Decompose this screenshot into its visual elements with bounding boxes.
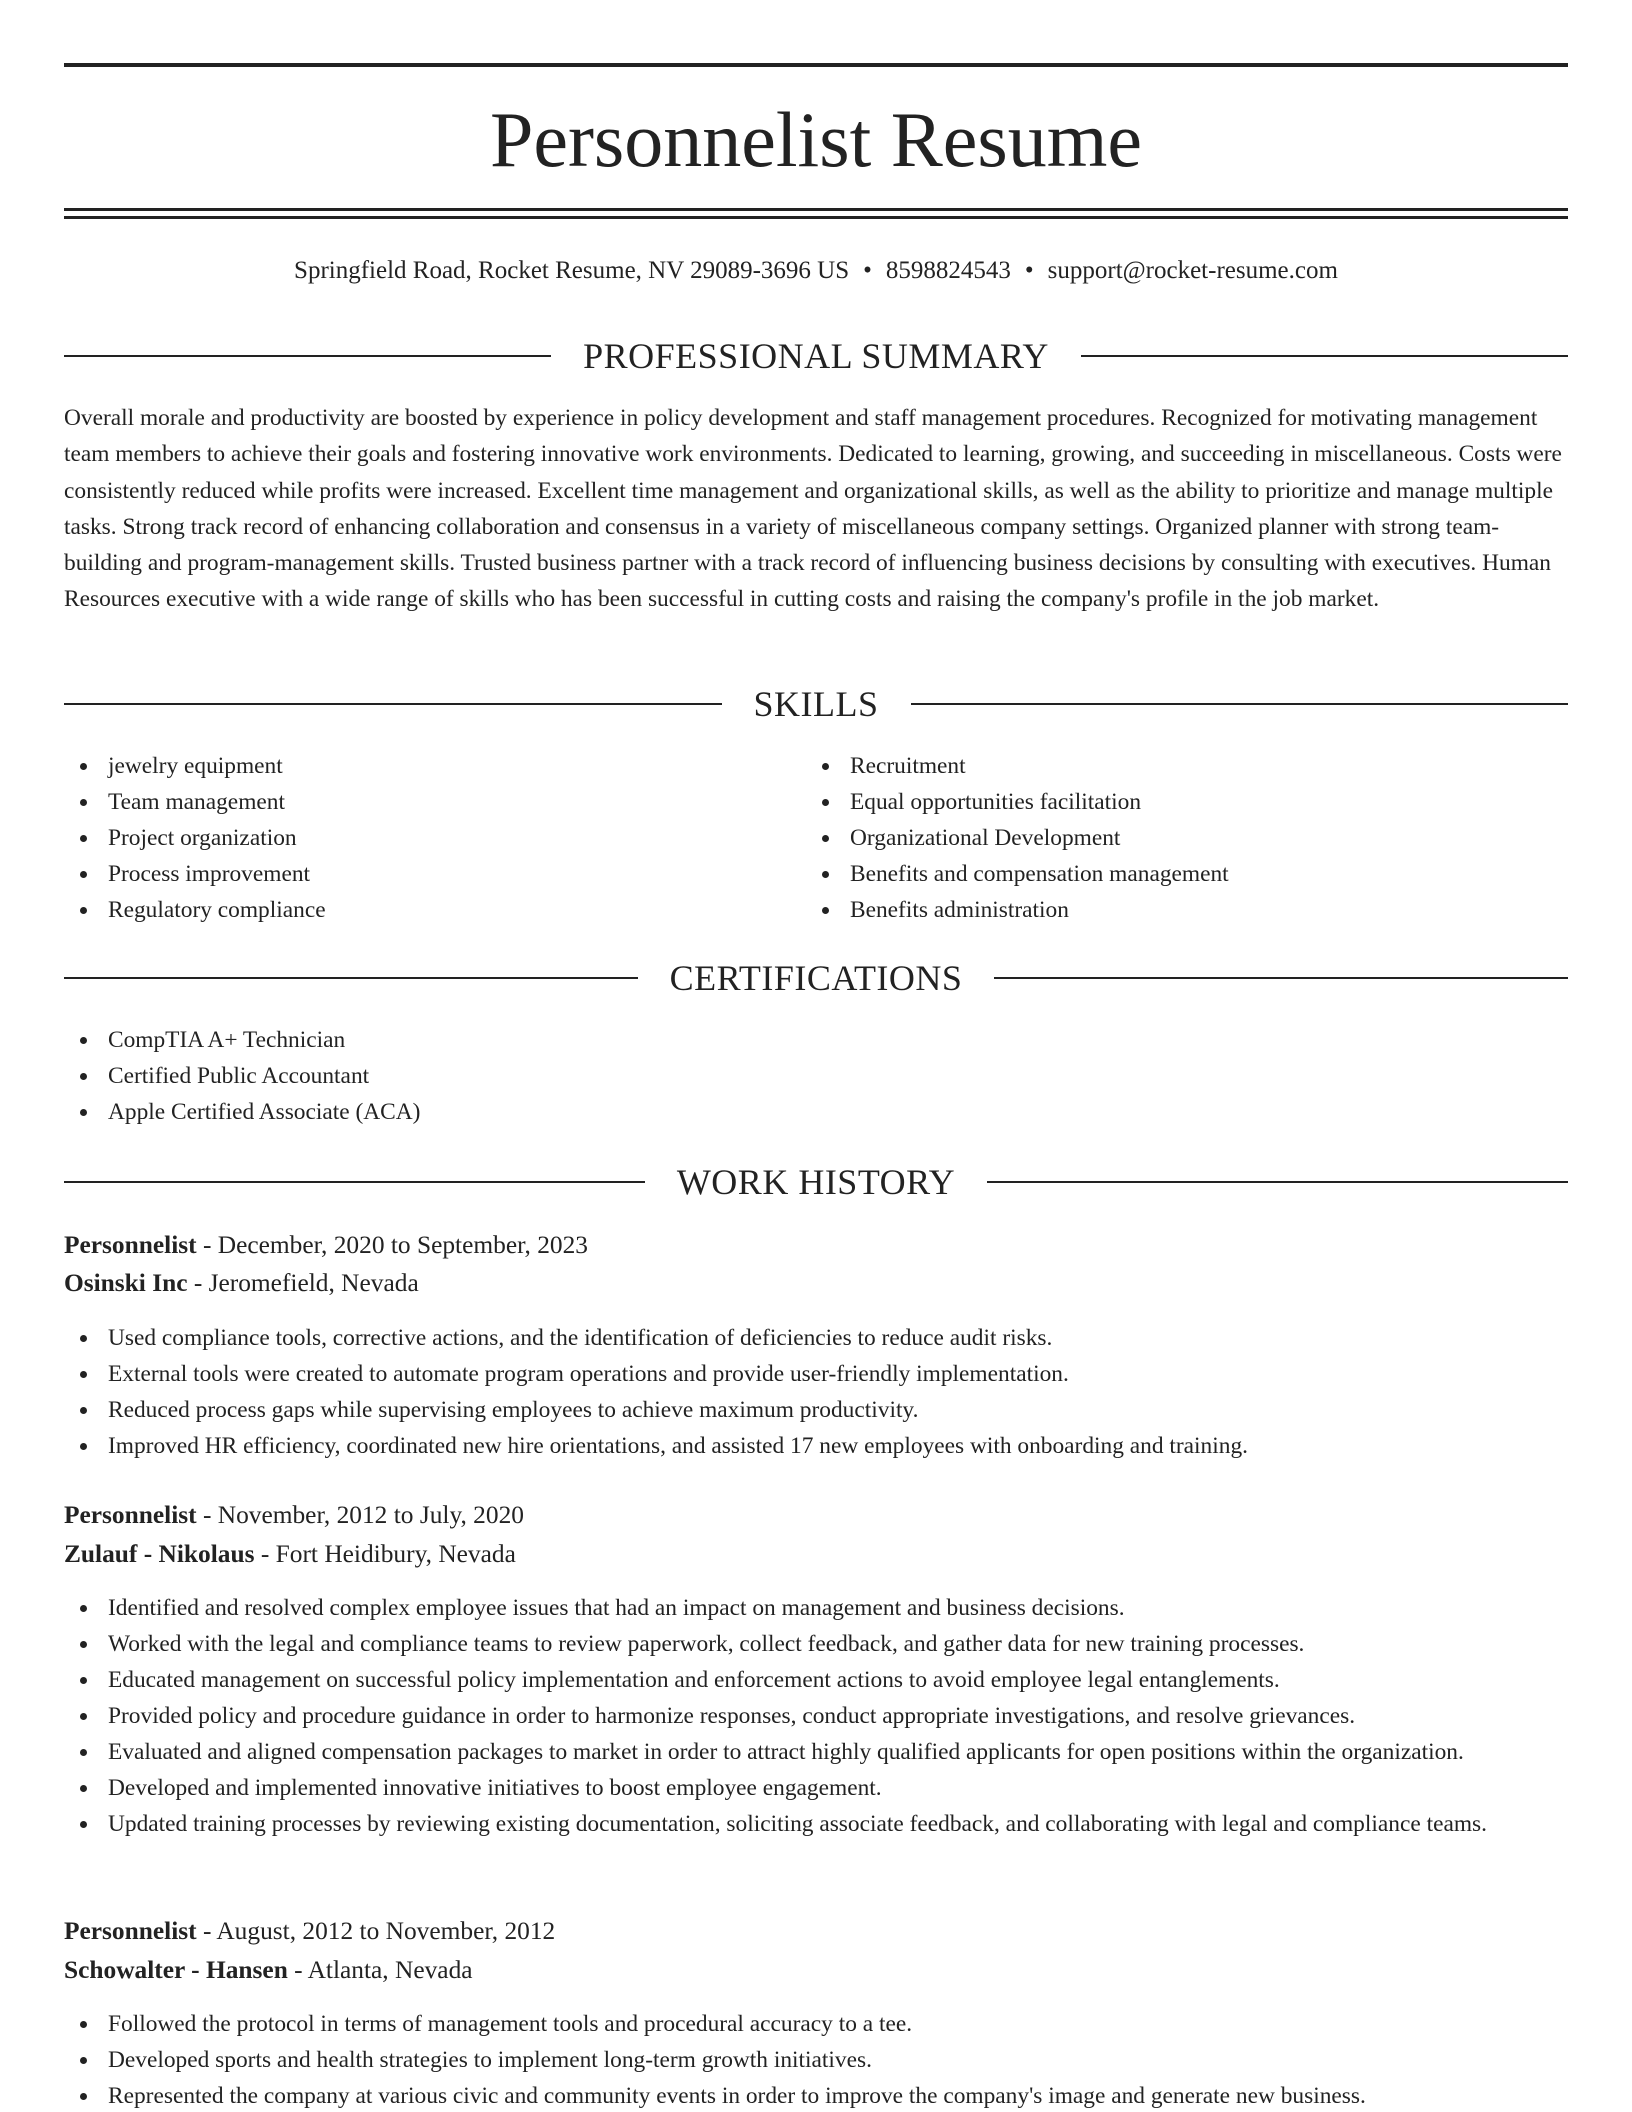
list-item: Apple Certified Associate (ACA) xyxy=(64,1094,1568,1130)
list-item: Worked with the legal and compliance teams to review paperwork, collect feedback, and gather data for new training processes. xyxy=(64,1626,1568,1662)
contact-phone: 8598824543 xyxy=(885,257,1011,284)
list-item: Represented the company at various civic and community events in order to improve the company's image and generate new business. xyxy=(64,2078,1568,2112)
job-role: Personnelist xyxy=(64,1917,197,1945)
heading-rule-left xyxy=(64,703,722,705)
heading-rule-right xyxy=(994,977,1568,979)
list-item: External tools were created to automate program operations and provide user-friendly implementation. xyxy=(64,1356,1568,1392)
summary-heading xyxy=(64,334,1568,378)
job-role: Personnelist xyxy=(64,1231,197,1259)
skills-list-left xyxy=(64,748,804,928)
heading-rule-right xyxy=(911,703,1569,705)
list-item: Regulatory compliance xyxy=(64,892,804,928)
job-dates: - November, 2012 to July, 2020 xyxy=(196,1501,524,1529)
list-item: jewelry equipment xyxy=(64,748,804,784)
certifications-heading-label: CERTIFICATIONS xyxy=(669,958,963,998)
job-dates: - December, 2020 to September, 2023 xyxy=(196,1231,589,1259)
job-location: - Atlanta, Nevada xyxy=(287,1956,473,1984)
list-item: Reduced process gaps while supervising employees to achieve maximum productivity. xyxy=(64,1392,1568,1428)
list-item: Updated training processes by reviewing existing documentation, soliciting associate feedback, and collaborating with legal and compliance teams. xyxy=(64,1806,1568,1842)
skills-list-right xyxy=(806,748,1566,928)
job-company: Schowalter - Hansen xyxy=(64,1956,288,1984)
list-item: Team management xyxy=(64,784,804,820)
work-history-heading-label: WORK HISTORY xyxy=(676,1162,956,1202)
summary-text: Overall morale and productivity are boosted by experience in policy development and staff management procedures. Recognized for motivating management team members to achieve their goals and fostering innovative work environments. Dedicated to learning, growing, and succeeding in miscellaneous. Costs were consistently reduced while profits were increased. Excellent time management and organizational skills, as well as the ability to prioritize and manage multiple tasks. Strong track record of enhancing collaboration and consensus in a variety of miscellaneous company settings. Organized planner with strong team-building and program-management skills. Trusted business partner with a track record of influencing business decisions by consulting with executives. Human Resources executive with a wide range of skills who has been successful in cutting costs and raising the company's profile in the job market. xyxy=(64,405,1562,613)
contact-email: support@rocket-resume.com xyxy=(1047,257,1338,284)
heading-rule-right xyxy=(1081,355,1568,357)
list-item: Provided policy and procedure guidance in order to harmonize responses, conduct appropriate investigations, and resolve grievances. xyxy=(64,1698,1568,1734)
list-item: Process improvement xyxy=(64,856,804,892)
list-item: Developed and implemented innovative initiatives to boost employee engagement. xyxy=(64,1770,1568,1806)
list-item: Developed sports and health strategies to implement long-term growth initiatives. xyxy=(64,2042,1568,2078)
skills-heading xyxy=(64,682,1568,726)
resume-title: Personnelist Resume xyxy=(489,96,1143,183)
job-company: Osinski Inc xyxy=(64,1269,188,1297)
job-company-line xyxy=(64,1535,1568,1573)
job-bullets xyxy=(64,1320,1568,1464)
skills-heading-label: SKILLS xyxy=(753,684,879,724)
list-item: Organizational Development xyxy=(806,820,1566,856)
heading-rule-right xyxy=(987,1181,1568,1183)
list-item: Identified and resolved complex employee issues that had an impact on management and business decisions. xyxy=(64,1590,1568,1626)
list-item: Used compliance tools, corrective actions, and the identification of deficiencies to reduce audit risks. xyxy=(64,1320,1568,1356)
list-item: Benefits and compensation management xyxy=(806,856,1566,892)
top-rule xyxy=(64,63,1568,67)
list-item: Project organization xyxy=(64,820,804,856)
title-rule-upper xyxy=(64,208,1568,211)
job-role: Personnelist xyxy=(64,1501,197,1529)
heading-rule-left xyxy=(64,977,638,979)
list-item: Recruitment xyxy=(806,748,1566,784)
list-item: CompTIA A+ Technician xyxy=(64,1022,1568,1058)
job-title-line xyxy=(64,1496,1568,1534)
list-item: Followed the protocol in terms of management tools and procedural accuracy to a tee. xyxy=(64,2006,1568,2042)
summary-heading-label: PROFESSIONAL SUMMARY xyxy=(583,336,1049,376)
certifications-list xyxy=(64,1022,1568,1130)
job-title-line xyxy=(64,1912,1568,1950)
job-bullets xyxy=(64,1590,1568,1842)
job-location: - Fort Heidibury, Nevada xyxy=(254,1540,516,1568)
list-item: Educated management on successful policy implementation and enforcement actions to avoid employee legal entanglements. xyxy=(64,1662,1568,1698)
job-location: - Jeromefield, Nevada xyxy=(187,1269,419,1297)
list-item: Benefits administration xyxy=(806,892,1566,928)
contact-separator: • xyxy=(863,257,872,284)
heading-rule-left xyxy=(64,1181,645,1183)
job-company: Zulauf - Nikolaus xyxy=(64,1540,255,1568)
job-bullets xyxy=(64,2006,1568,2112)
contact-separator: • xyxy=(1024,257,1034,284)
list-item: Evaluated and aligned compensation packages to market in order to attract highly qualified applicants for open positions within the organization. xyxy=(64,1734,1568,1770)
list-item: Improved HR efficiency, coordinated new hire orientations, and assisted 17 new employees with onboarding and training. xyxy=(64,1428,1568,1464)
title-rule-lower xyxy=(64,216,1568,219)
work-history-heading xyxy=(64,1160,1568,1204)
job-company-line xyxy=(64,1951,1568,1989)
job-company-line xyxy=(64,1264,1568,1302)
contact-line xyxy=(64,254,1568,288)
job-title-line xyxy=(64,1226,1568,1264)
contact-address: Springfield Road, Rocket Resume, NV 29089-3696 US xyxy=(294,257,850,284)
heading-rule-left xyxy=(64,355,551,357)
list-item: Certified Public Accountant xyxy=(64,1058,1568,1094)
list-item: Equal opportunities facilitation xyxy=(806,784,1566,820)
certifications-heading xyxy=(64,956,1568,1000)
job-dates: - August, 2012 to November, 2012 xyxy=(196,1917,556,1945)
